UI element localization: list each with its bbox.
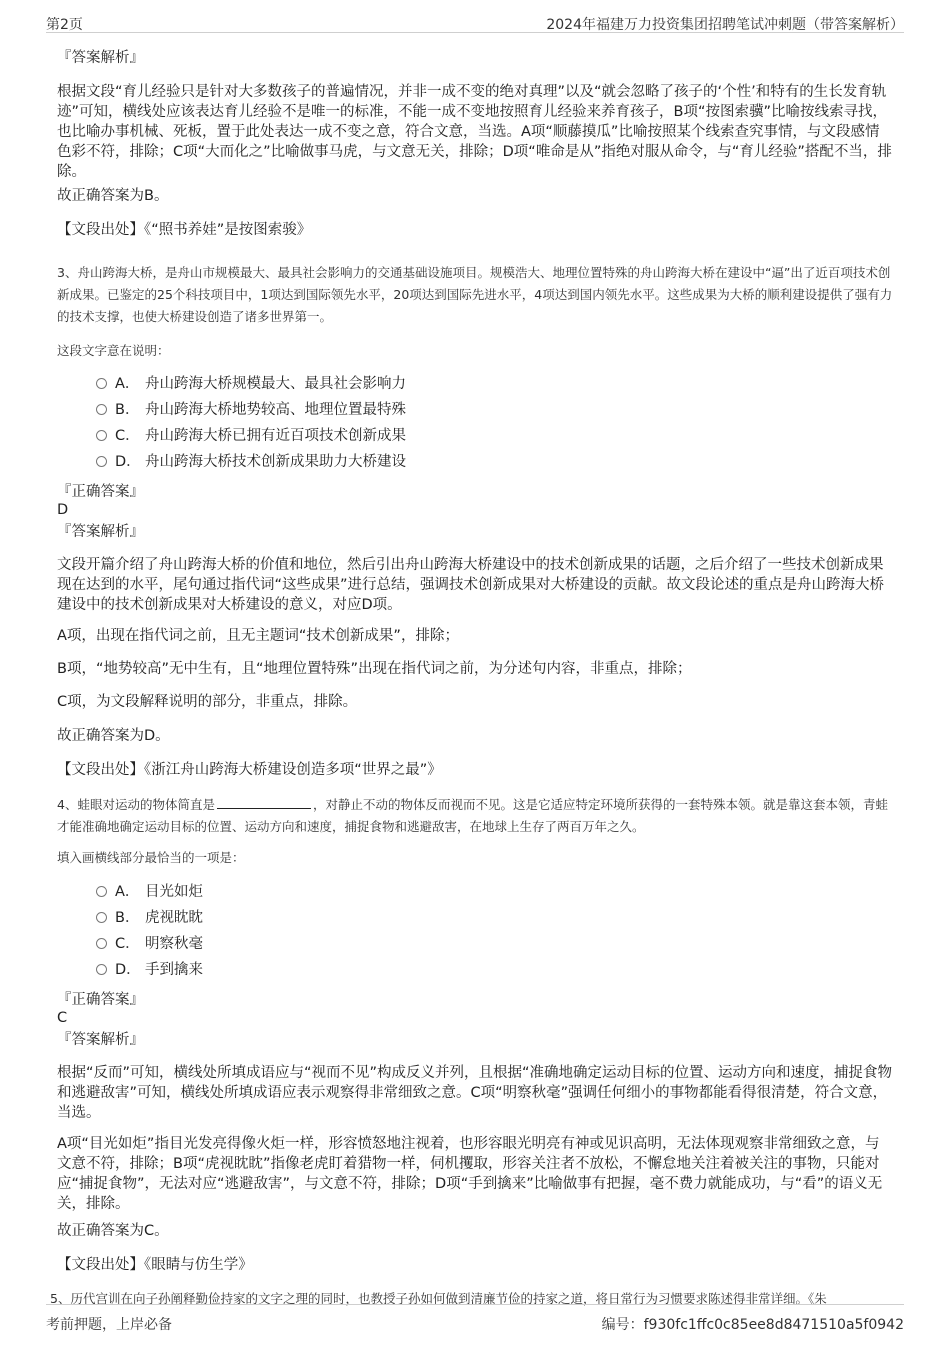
page-header (0, 0, 950, 34)
q4-option-b[interactable]: B． 虎视眈眈 (96, 907, 203, 929)
q2-conclusion: 故正确答案为B。 (57, 188, 169, 204)
q4-prompt: 填入画横线部分最恰当的一项是： (57, 850, 245, 865)
q2-analysis-label: 『答案解析』 (57, 50, 144, 66)
q3-option-b[interactable]: B． 舟山跨海大桥地势较高、地理位置最特殊 (96, 399, 406, 421)
q3-answer: D (57, 502, 69, 518)
q3-note-b: B项，“地势较高”无中生有，且“地理位置特殊”出现在指代词之前，为分述句内容，非重点，排除； (57, 661, 692, 677)
page-content (0, 34, 950, 1306)
q4-analysis-label: 『答案解析』 (57, 1032, 144, 1048)
q4-analysis-text: 根据“反而”可知，横线处所填成语应与“视而不见”构成反义并列，且根据“准确地确定运动目标的位置、运动方向和速度，捕捉食物和逃避敌害”可知，横线处所填成语应表示观察得非常细致之意。C项“明察秋毫”强调任何细小的事物都能看得很清楚，符合文意，当选。 (57, 1065, 893, 1121)
document-id: 编号：f930fc1ffc0c85ee8d8471510a5f0942 (601, 1317, 904, 1333)
q3-analysis-label: 『答案解析』 (57, 524, 144, 540)
radio-icon[interactable] (96, 456, 107, 467)
q3-note-c: C项，为文段解释说明的部分，非重点，排除。 (57, 694, 358, 710)
q3-option-a[interactable]: A． 舟山跨海大桥规模最大、最具社会影响力 (96, 373, 406, 395)
footer-divider (46, 1304, 904, 1305)
q4-option-a[interactable]: A． 目光如炬 (96, 881, 203, 903)
q3-answer-label: 『正确答案』 (57, 484, 144, 500)
footer-slogan: 考前押题，上岸必备 (46, 1317, 172, 1333)
radio-icon[interactable] (96, 886, 107, 897)
q2-analysis-text: 根据文段“育儿经验只是针对大多数孩子的普遍情况，并非一成不变的绝对真理”以及“就会忽略了孩子的‘个性’和特有的生长发育轨迹”可知，横线处应该表达育儿经验不是唯一的标准，不能一成不变地按照育儿经验来养育孩子，B项“按图索骥”比喻按线索寻找，也比喻办事机械、死板，置于此处表达一成不变之意，符合文意，当选。A项“顺藤摸瓜”比喻按照某个线索查究事情，与文段感情色彩不符，排除；C项“大而化之”比喻做事马虎，与文意无关，排除；D项“唯命是从”指绝对服从命令，与“育儿经验”搭配不当，排除。 (57, 84, 892, 180)
q3-conclusion: 故正确答案为D。 (57, 728, 170, 744)
q3-note-a: A项，出现在指代词之前，且无主题词“技术创新成果”，排除； (57, 628, 459, 644)
q2-source: 【文段出处】《“照书养娃”是按图索骏》 (57, 222, 312, 238)
radio-icon[interactable] (96, 912, 107, 923)
q4-passage: 4、蛙眼对运动的物体简直是 ，对静止不动的物体反而视而不见。这是它适应特定环境所获得的一套特殊本领。就是靠这套本领，青蛙才能准确地确定运动目标的位置、运动方向和速度，捕捉食物和逃避敌害，在地球上生存了两百万年之久。 (57, 797, 888, 834)
header-divider (46, 32, 904, 33)
q3-passage: 3、舟山跨海大桥，是舟山市规模最大、最具社会影响力的交通基础设施项目。规模浩大、地理位置特殊的舟山跨海大桥在建设中“逼”出了近百项技术创新成果。已鉴定的25个科技项目中，1项达到国际领先水平，20项达到国际先进水平，4项达到国内领先水平。这些成果为大桥的顺利建设提供了强有力的技术支撑，也使大桥建设创造了诸多世界第一。 (57, 265, 893, 324)
radio-icon[interactable] (96, 938, 107, 949)
page-number: 第2页 (46, 17, 83, 33)
q4-source: 【文段出处】《眼睛与仿生学》 (57, 1257, 253, 1273)
q4-option-c[interactable]: C． 明察秋毫 (96, 933, 203, 955)
q4-option-d[interactable]: D． 手到擒来 (96, 959, 203, 981)
radio-icon[interactable] (96, 404, 107, 415)
q5-passage-partial: 5、历代宫训在向子孙阐释勤俭持家的文字之理的同时，也教授子孙如何做到清廉节俭的持家之道，将日常行为习惯要求陈述得非常详细。《朱 (50, 1291, 827, 1306)
radio-icon[interactable] (96, 430, 107, 441)
radio-icon[interactable] (96, 378, 107, 389)
q3-option-d[interactable]: D． 舟山跨海大桥技术创新成果助力大桥建设 (96, 451, 406, 473)
document-title: 2024年福建万力投资集团招聘笔试冲刺题（带答案解析） (546, 17, 904, 33)
blank-line (217, 796, 311, 809)
q3-prompt: 这段文字意在说明： (57, 343, 170, 358)
page-footer (0, 1300, 950, 1345)
q4-answer: C (57, 1010, 68, 1026)
q3-source: 【文段出处】《浙江舟山跨海大桥建设创造多项“世界之最”》 (57, 762, 442, 778)
q4-answer-label: 『正确答案』 (57, 992, 144, 1008)
q3-option-c[interactable]: C． 舟山跨海大桥已拥有近百项技术创新成果 (96, 425, 406, 447)
q4-conclusion: 故正确答案为C。 (57, 1223, 169, 1239)
q3-analysis-text: 文段开篇介绍了舟山跨海大桥的价值和地位，然后引出舟山跨海大桥建设中的技术创新成果的话题，之后介绍了一些技术创新成果现在达到的水平，尾句通过指代词“这些成果”进行总结，强调技术创新成果对大桥建设的贡献。故文段论述的重点是舟山跨海大桥建设中的技术创新成果对大桥建设的意义，对应D项。 (57, 557, 885, 613)
radio-icon[interactable] (96, 964, 107, 975)
q4-analysis-text-2: A项“目光如炬”指目光发亮得像火炬一样，形容愤怒地注视着，也形容眼光明亮有神或见识高明，无法体现观察非常细致之意，与文意不符，排除；B项“虎视眈眈”指像老虎盯着猎物一样，伺机攫取，形容关注者不放松，不懈怠地关注着被关注的事物，只能对应“捕捉食物”，无法对应“逃避敌害”，与文意不符，排除；D项“手到擒来”比喻做事有把握，毫不费力就能成功，与“看”的语义无关，排除。 (57, 1136, 883, 1212)
